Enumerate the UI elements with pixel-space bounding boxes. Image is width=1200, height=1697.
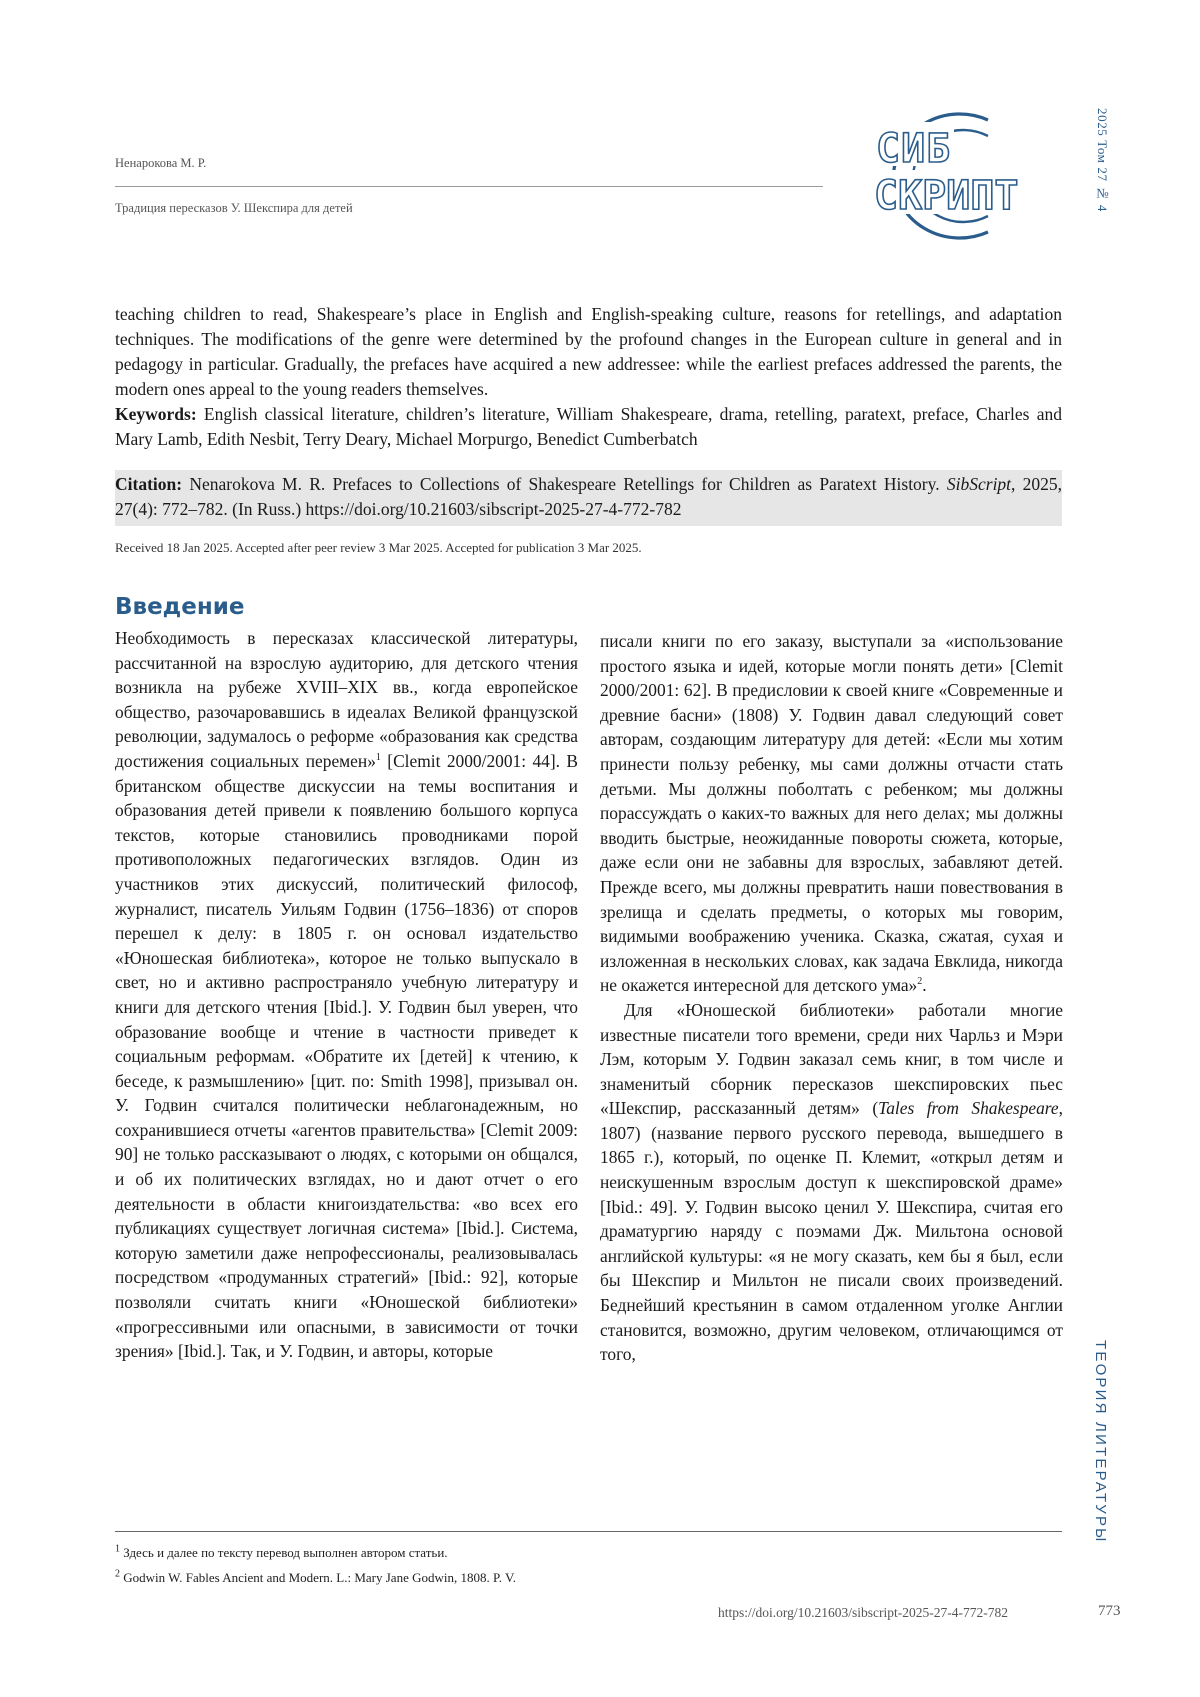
logo-text-script: СКРИПТ (874, 173, 1019, 219)
body-column-right (600, 629, 1063, 1367)
footnote-text: Godwin W. Fables Ancient and Modern. L.: Mary Jane Godwin, 1808. P. V. (123, 1570, 516, 1585)
abstract (115, 302, 1062, 452)
text-run: [Clemit 2000/2001: 44]. В британском обществе дискуссии на темы воспитания и образования детей привели к появлению большого корпуса текстов, которые становились проводниками порой противоположных педагогических взглядов. Один из участников этих дискуссий, политический философ, журналист, писатель Уильям Годвин (1756–1836) от споров перешел к делу: в 1805 г. он основал издательство «Юношеская библиотека», которое не только выпускало в свет, но и активно распространяло учебную литературу и книги для детского чтения [Ibid.]. У. Годвин был уверен, что образование вообще и чтение в частности приведет к социальным реформам. «Обратите их [детей] к чтению, к беседе, к размышлению» [цит. по: Smith 1998], призывал он. У. Годвин считался политически неблагонадежным, но сохранившиеся отчеты «агентов правительства» [Clemit 2009: 90] не только рассказывают о людях, с которыми он общался, и об их политических взглядах, но и дают отчет о его деятельности в области книгоиздательства: «во всех его публикациях существует логичная система» [Ibid.]. Система, которую заметили даже непрофессионалы, реализовывалась посредством «продуманных стратегий» [Ibid.: 92], которые позволяли считать книги «Юношеской библиотеки» «прогрессивными или опасными, в зависимости от точки зрения» [Ibid.]. Так, и У. Годвин, и авторы, которые (115, 750, 578, 1362)
citation-text: Nenarokova M. R. Prefaces to Collections of Shakespeare Retellings for Children as Paratext History. (189, 474, 940, 494)
doi-link[interactable]: https://doi.org/10.21603/sibscript-2025-27-4-772-782 (718, 1605, 1008, 1620)
paragraph (115, 626, 578, 1364)
footnote-ref[interactable]: 2 (917, 976, 923, 988)
keywords-list: English classical literature, children’s literature, William Shakespeare, drama, retelling, paratext, preface, Charles and Mary Lamb, Edith Nesbit, Terry Deary, Michael Morpurgo, Benedict Cumberbatch (115, 404, 1063, 449)
text-run: . (922, 975, 927, 996)
footnote-divider (115, 1531, 1062, 1532)
italic-title: Tales from Shakespeare (878, 1098, 1059, 1119)
footnote-text: Здесь и далее по тексту перевод выполнен автором статьи. (123, 1545, 448, 1560)
footnote-number: 1 (115, 1543, 120, 1555)
abstract-text: teaching children to read, Shakespeare’s place in English and English-speaking culture, reasons for retellings, and adaptation techniques. The modifications of the genre were determined by the profound changes in the European culture in general and in pedagogy in particular. Gradually, the prefaces have acquired a new addressee: while the earliest prefaces addressed the parents, the modern ones appeal to the young readers themselves. (115, 304, 1062, 399)
text-run: , 1807) (название первого русского перевода, вышедшего в 1865 г.), который, по оценке П. Клемит, «открыл детям и неискушенным взрослым доступ к шекспировской драме» [Ibid.: 49]. У. Годвин высоко ценил У. Шекспира, считая его драматургию наряду с поэмами Дж. Мильтона основой английской культуры: «я не могу сказать, кем бы я был, если бы Шекспир и Мильтон не писали своих произведений. Беднейший крестьянин в самом отдаленном уголке Англии становится, возможно, другим человеком, отличающимся от того, (600, 1098, 1063, 1365)
text-run: Для «Юношеской библиотеки» работали многие известные писатели того времени, среди них Чарльз и Мэри Лэм, которым У. Годвин заказал семь книг, в том числе и знаменитый сборник пересказов шекспировских пьес «Шекспир, рассказанный детям» ( (600, 999, 1063, 1119)
journal-logo (838, 108, 1070, 244)
running-title: Традиция пересказов У. Шекспира для детей (115, 201, 353, 215)
paragraph (600, 629, 1063, 998)
running-author: Ненарокова М. Р. (115, 156, 207, 170)
text-run: Необходимость в пересказах классической литературы, рассчитанной на взрослую аудиторию, для детского чтения возникла на рубеже XVIII–XIX вв., когда европейское общество, разочаровавшись в идеалах Великой французской революции, задумалось о реформе «образования как средства достижения социальных перемен» (115, 628, 578, 771)
received-dates: Received 18 Jan 2025. Accepted after peer review 3 Mar 2025. Accepted for publication 3 Mar 2025. (115, 540, 642, 555)
section-heading: Введение (115, 594, 245, 620)
citation-label: Citation: (115, 474, 183, 494)
page-number: 773 (1098, 1603, 1121, 1619)
paragraph (600, 998, 1063, 1367)
section-side-label-wrapper (1088, 1340, 1118, 1580)
footnote-1 (115, 1545, 448, 1561)
footnote-2 (115, 1570, 516, 1586)
text-run: писали книги по его заказу, выступали за «использование простого языка и идей, которые могли понять дети» [Clemit 2000/2001: 62]. В предисловии к своей книге «Современные и древние басни» (1808) У. Годвин давал следующий совет авторам, создающим литературу для детей: «Если мы хотим принести пользу ребенку, мы сами должны отчасти стать детьми. Мы должны поболтать с ребенком; мы должны порассуждать о каких-то важных для него делах; мы должны вводить быстрые, неожиданные повороты сюжета, которые, даже если они не забавны для взрослых, забавляют детей. Прежде всего, мы должны превратить наши повествования в зрелища и сделать предметы, о которых мы говорим, видимыми воображению ученика. Сказка, сжатая, сухая и изложенная в нескольких словах, как задача Евклида, никогда не окажется интересной для детского ума» (600, 631, 1063, 996)
header-divider (115, 186, 823, 187)
section-side-label: ТЕОРИЯ ЛИТЕРАТУРЫ (1092, 1340, 1109, 1544)
volume-issue: 2025 Том 27 № 4 (1095, 108, 1110, 212)
citation-journal: SibScript (946, 474, 1012, 494)
volume-wrapper (1090, 108, 1116, 258)
logo-text-sib: СИБ (876, 126, 952, 172)
footnote-ref[interactable]: 1 (375, 752, 381, 764)
body-column-left (115, 626, 578, 1364)
keywords-label: Keywords: (115, 404, 197, 424)
citation-details: , 2025, 27(4): 772–782. (In Russ.) https://doi.org/10.21603/sibscript-2025-27-4-772-782 (115, 474, 1063, 519)
keywords (115, 402, 1062, 452)
citation-box (115, 470, 1062, 526)
footnote-number: 2 (115, 1568, 120, 1580)
